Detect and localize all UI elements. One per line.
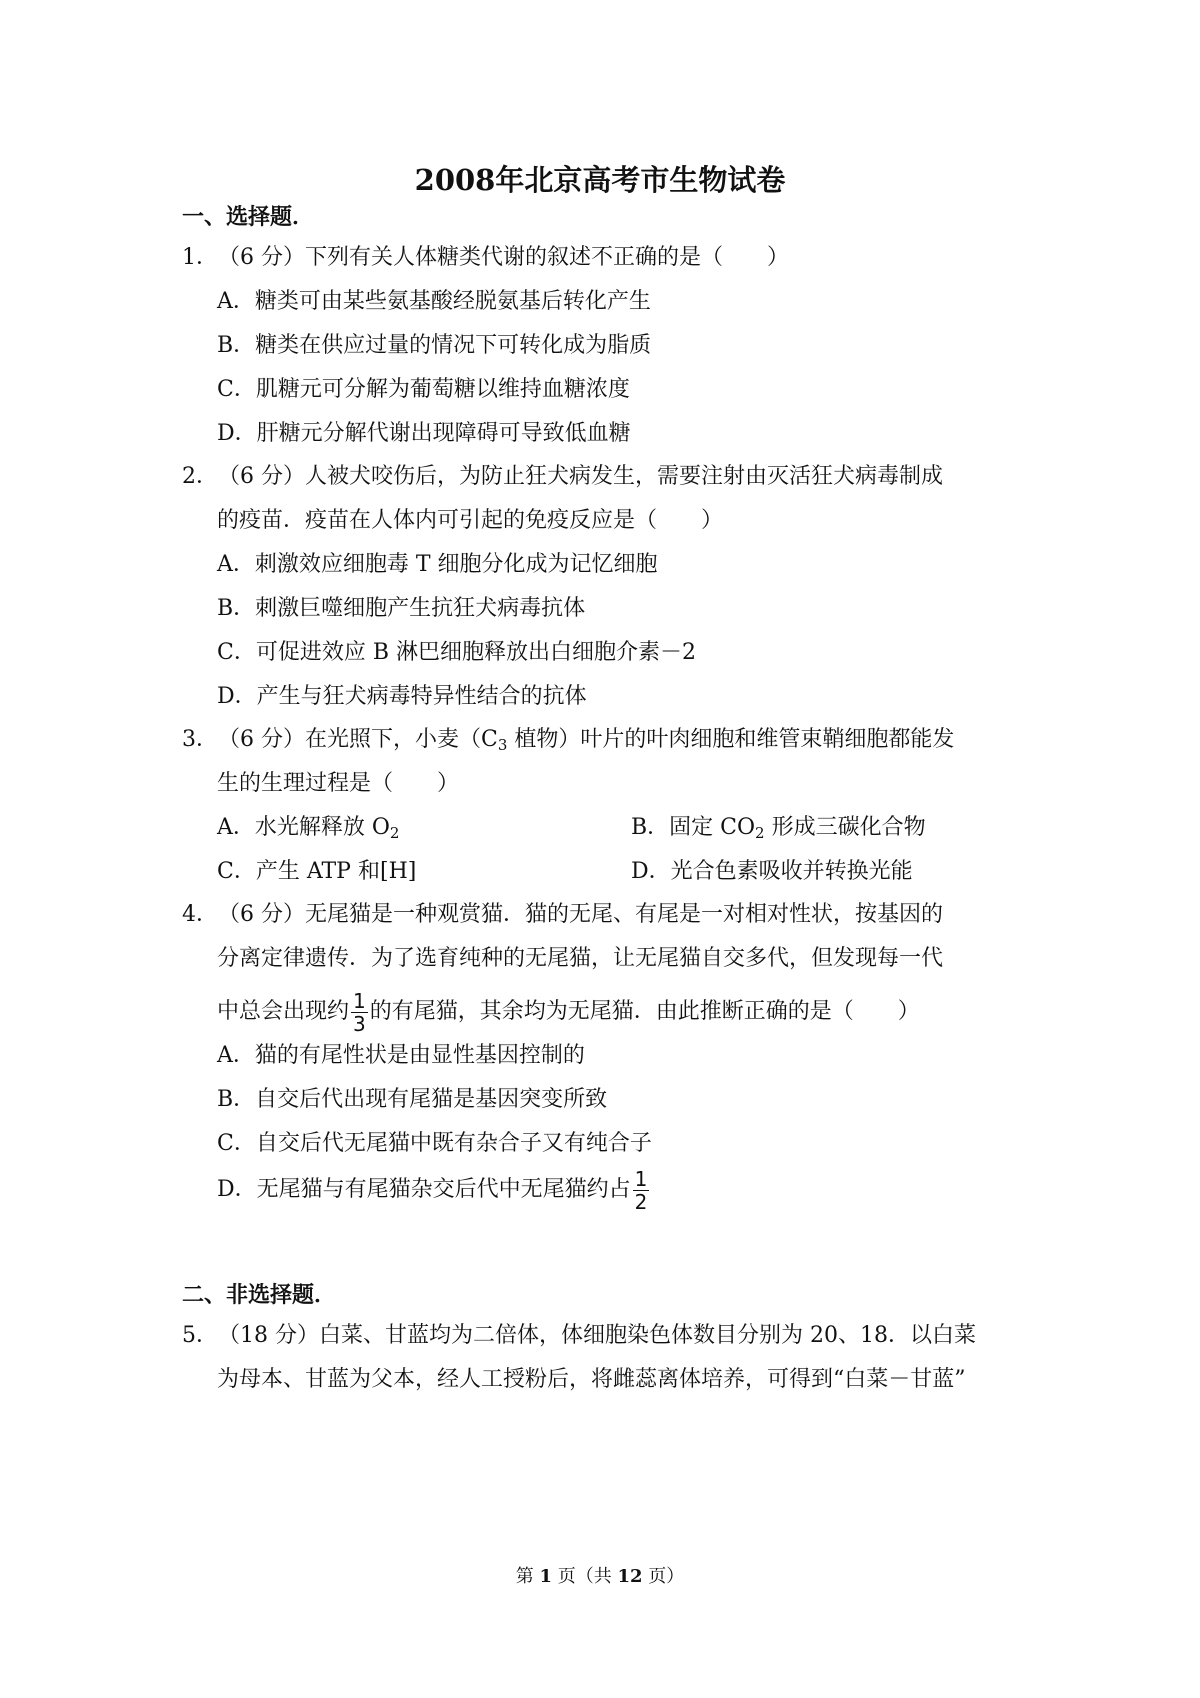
question-2-option-a: A．刺激效应细胞毒 T 细胞分化成为记忆细胞 — [217, 552, 658, 577]
question-5-stem-line-2: 为母本、甘蓝为父本，经人工授粉后，将雌蕊离体培养，可得到“白菜－甘蓝” — [217, 1367, 966, 1392]
question-1-option-b: B．糖类在供应过量的情况下可转化成为脂质 — [217, 333, 652, 358]
question-4-stem-line-2: 分离定律遗传．为了选育纯种的无尾猫，让无尾猫自交多代，但发现每一代 — [217, 946, 944, 971]
total-page-count: 12 — [617, 1566, 643, 1587]
fraction-one-third: $\frac{1}{3}$ — [353, 988, 366, 1036]
question-number: 3． — [182, 727, 218, 752]
question-text-a: 中总会出现约 — [217, 999, 350, 1024]
section-heading-nonchoice: 二、非选择题． — [182, 1282, 337, 1308]
question-4-option-d — [217, 1166, 651, 1214]
option-text: A．水光解释放 O — [217, 815, 390, 840]
question-4-stem-line-3 — [217, 988, 920, 1036]
question-text-b: 的有尾猫，其余均为无尾猫．由此推断正确的是（ ） — [369, 999, 920, 1024]
page-title: 2008年北京高考市生物试卷 — [414, 163, 786, 197]
option-text: D．无尾猫与有尾猫杂交后代中无尾猫约占 — [217, 1177, 631, 1202]
page-footer: 第 1 页（共 12 页） — [515, 1566, 685, 1587]
question-3-stem-line-2: 生的生理过程是（ ） — [217, 771, 460, 796]
subscript: 3 — [497, 736, 508, 754]
question-1-option-a: A．糖类可由某些氨基酸经脱氨基后转化产生 — [217, 289, 651, 314]
question-2-option-c: C．可促进效应 B 淋巴细胞释放出白细胞介素－2 — [217, 640, 696, 665]
question-3-option-a — [217, 812, 399, 844]
question-number: 4． — [182, 902, 218, 927]
question-text-b: 植物）叶片的叶肉细胞和维管束鞘细胞都能发 — [507, 727, 955, 752]
question-text: （18 分）白菜、甘蓝均为二倍体，体细胞染色体数目分别为 20、18．以白菜 — [218, 1323, 976, 1348]
subscript: 2 — [755, 824, 765, 842]
option-text-a: B．固定 CO — [631, 815, 756, 840]
question-number: 2． — [182, 464, 218, 489]
question-1-option-c: C．肌糖元可分解为葡萄糖以维持血糖浓度 — [217, 377, 630, 402]
option-text-b: 形成三碳化合物 — [764, 815, 926, 840]
question-2-stem-line-2: 的疫苗．疫苗在人体内可引起的免疫反应是（ ） — [217, 508, 724, 533]
question-4-option-a: A．猫的有尾性状是由显性基因控制的 — [217, 1043, 585, 1068]
question-1-option-d: D．肝糖元分解代谢出现障碍可导致低血糖 — [217, 421, 631, 446]
question-3-option-d: D．光合色素吸收并转换光能 — [631, 859, 913, 884]
question-text-a: （6 分）在光照下，小麦（C — [218, 727, 498, 752]
question-2-stem-line-1 — [182, 461, 943, 493]
fraction-one-half: $\frac{1}{2}$ — [634, 1166, 648, 1214]
question-number: 1． — [182, 245, 218, 270]
question-3-option-b — [631, 812, 926, 844]
question-text: （6 分）无尾猫是一种观赏猫．猫的无尾、有尾是一对相对性状，按基因的 — [218, 902, 943, 927]
question-4-option-c: C．自交后代无尾猫中既有杂合子又有纯合子 — [217, 1131, 652, 1156]
question-4-option-b: B．自交后代出现有尾猫是基因突变所致 — [217, 1087, 608, 1112]
question-1-stem — [182, 242, 789, 274]
subscript: 2 — [389, 824, 400, 842]
current-page-number: 1 — [539, 1566, 552, 1587]
question-text: （6 分）人被犬咬伤后，为防止狂犬病发生，需要注射由灭活狂犬病毒制成 — [218, 464, 943, 489]
question-number: 5． — [182, 1323, 218, 1348]
question-3-option-c: C．产生 ATP 和[H] — [217, 859, 417, 884]
question-5-stem-line-1 — [182, 1320, 976, 1352]
question-2-option-d: D．产生与狂犬病毒特异性结合的抗体 — [217, 684, 587, 709]
question-2-option-b: B．刺激巨噬细胞产生抗狂犬病毒抗体 — [217, 596, 586, 621]
question-4-stem-line-1 — [182, 899, 943, 931]
question-3-stem-line-1 — [182, 724, 954, 756]
section-heading-choice: 一、选择题． — [182, 204, 315, 230]
question-text: （6 分）下列有关人体糖类代谢的叙述不正确的是（ ） — [218, 245, 789, 270]
